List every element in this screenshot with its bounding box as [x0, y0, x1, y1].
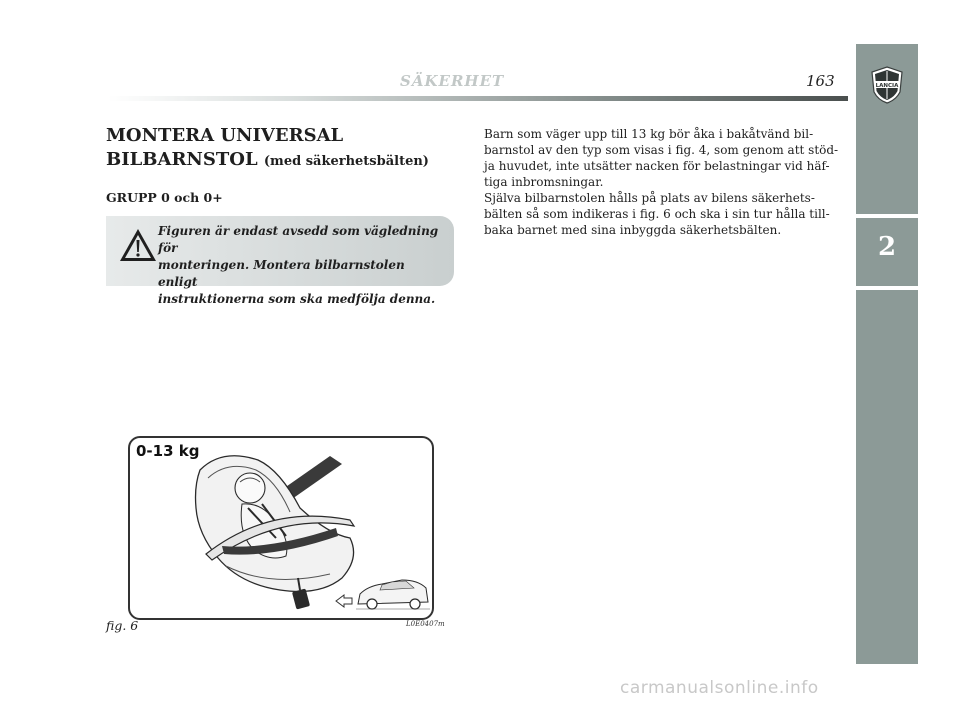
warning-line: Figuren är endast avsedd som vägledning för	[158, 224, 439, 255]
figure-caption: fig. 6	[106, 618, 139, 633]
figure-child-seat	[128, 436, 434, 620]
title-line-2-text: BILBARNSTOL	[106, 149, 258, 170]
body-line: barnstol av den typ som visas i fig. 4, som genom att stöd-	[484, 143, 839, 157]
body-line: baka barnet med sina inbyggda säkerhetsbälten.	[484, 223, 782, 237]
body-line: Barn som väger upp till 13 kg bör åka i bakåtvänd bil-	[484, 127, 814, 141]
warning-line: monteringen. Montera bilbarnstolen enligt	[158, 258, 405, 289]
warning-text	[158, 223, 448, 308]
warning-line: instruktionerna som ska medfölja denna.	[158, 292, 436, 306]
sidebar-lower-tab	[856, 290, 918, 664]
title-subtitle: (med säkerhetsbälten)	[263, 154, 429, 169]
warning-box	[106, 216, 454, 306]
body-line: bälten så som indikeras i fig. 6 och ska i sin tur hålla till-	[484, 207, 830, 221]
logo-text: LANCIA	[875, 83, 899, 89]
chapter-number: 2	[877, 232, 897, 262]
chapter-sidebar	[856, 44, 918, 664]
sidebar-chapter-tab[interactable]	[856, 218, 918, 286]
warning-triangle-icon	[118, 227, 158, 263]
child-seat-illustration	[130, 438, 432, 618]
body-line: tiga inbromsningar.	[484, 175, 604, 189]
title-line-2	[106, 148, 446, 174]
group-heading: GRUPP 0 och 0+	[106, 190, 223, 205]
section-title	[106, 124, 446, 174]
page-number: 163	[806, 72, 835, 90]
body-line: ja huvudet, inte utsätter nacken för belastningar vid häf-	[484, 159, 830, 173]
car-icon	[356, 580, 430, 609]
title-line-1: MONTERA UNIVERSAL	[106, 125, 344, 146]
direction-arrow-icon	[336, 595, 352, 607]
watermark: carmanualsonline.info	[620, 678, 819, 698]
header-rule	[108, 96, 848, 101]
body-line: Själva bilbarnstolen hålls på plats av bilens säkerhets-	[484, 191, 815, 205]
figure-code: L0E0407m	[406, 620, 445, 628]
weight-label: 0-13 kg	[136, 442, 200, 460]
running-head: SÄKERHET	[400, 72, 505, 90]
sidebar-logo-tab	[856, 44, 918, 214]
lancia-logo-icon	[870, 66, 904, 104]
body-text	[484, 126, 840, 238]
